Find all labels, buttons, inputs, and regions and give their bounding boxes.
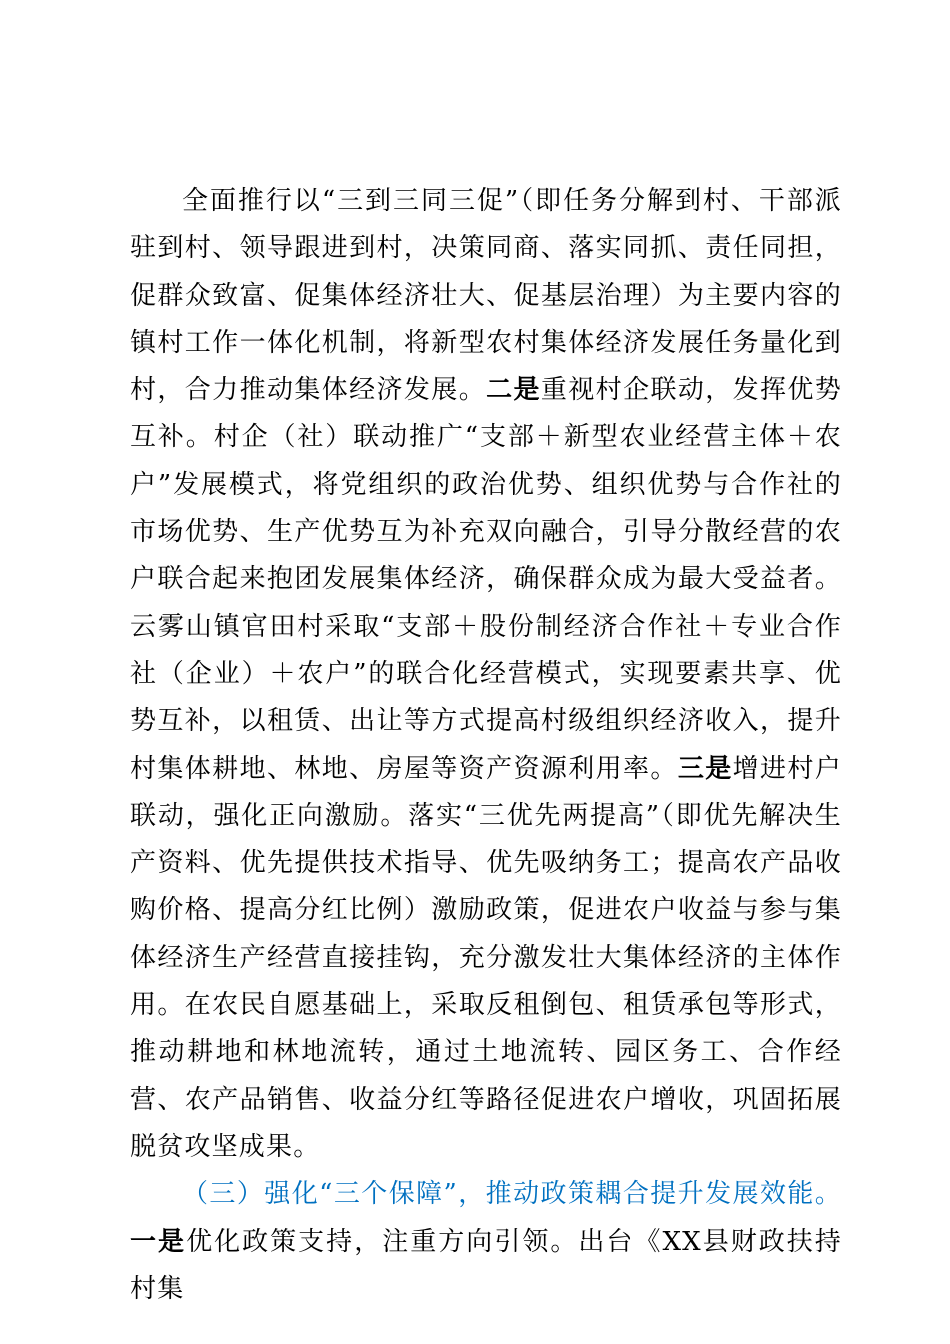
- paragraph-text: 增进村户联动，强化正向激励。落实“三优先两提高”（即优先解决生产资料、优先提供技术指导、优先吸纳务工；提高农产品收购价格、提高分红比例）激励政策，促进农户收益与参与集体经济生产经营直接挂钩，充分激发壮大集体经济的主体作用。在农民自愿基础上，采取反租倒包、租赁承包等形式，推动耕地和林地流转，通过土地流转、园区务工、合作经营、农产品销售、收益分红等路径促进农户增收，巩固拓展脱贫攻坚成果。: [130, 753, 842, 1162]
- bold-marker-second: 二是: [486, 375, 541, 406]
- bold-marker-first: 一是: [130, 1226, 187, 1257]
- bold-marker-third: 三是: [677, 753, 733, 784]
- paragraph-text: 优化政策支持，注重方向引领。出台《XX县财政扶持村集: [130, 1226, 843, 1304]
- document-body: [130, 178, 842, 1313]
- paragraph-village-linkage: [130, 178, 842, 1171]
- paragraph-text: 重视村企联动，发挥优势互补。村企（社）联动推广“支部＋新型农业经营主体＋农户”发展模式，将党组织的政治优势、组织优势与合作社的市场优势、生产优势互为补充双向融合，引导分散经营的农户联合起来抱团发展集体经济，确保群众成为最大受益者。云雾山镇官田村采取“支部＋股份制经济合作社＋专业合作社（企业）＋农户”的联合化经营模式，实现要素共享、优势互补，以租赁、出让等方式提高村级组织经济收入，提升村集体耕地、林地、房屋等资产资源利用率。: [130, 375, 843, 784]
- paragraph-three-guarantees: [130, 1171, 842, 1313]
- section-heading: （三）强化“三个保障”，推动政策耦合提升发展效能。: [182, 1179, 842, 1210]
- paragraph-text: 全面推行以“三到三同三促”（即任务分解到村、干部派驻到村、领导跟进到村，决策同商、落实同抓、责任同担，促群众致富、促集体经济壮大、促基层治理）为主要内容的镇村工作一体化机制，将新型农村集体经济发展任务量化到村，合力推动集体经济发展。: [130, 186, 842, 406]
